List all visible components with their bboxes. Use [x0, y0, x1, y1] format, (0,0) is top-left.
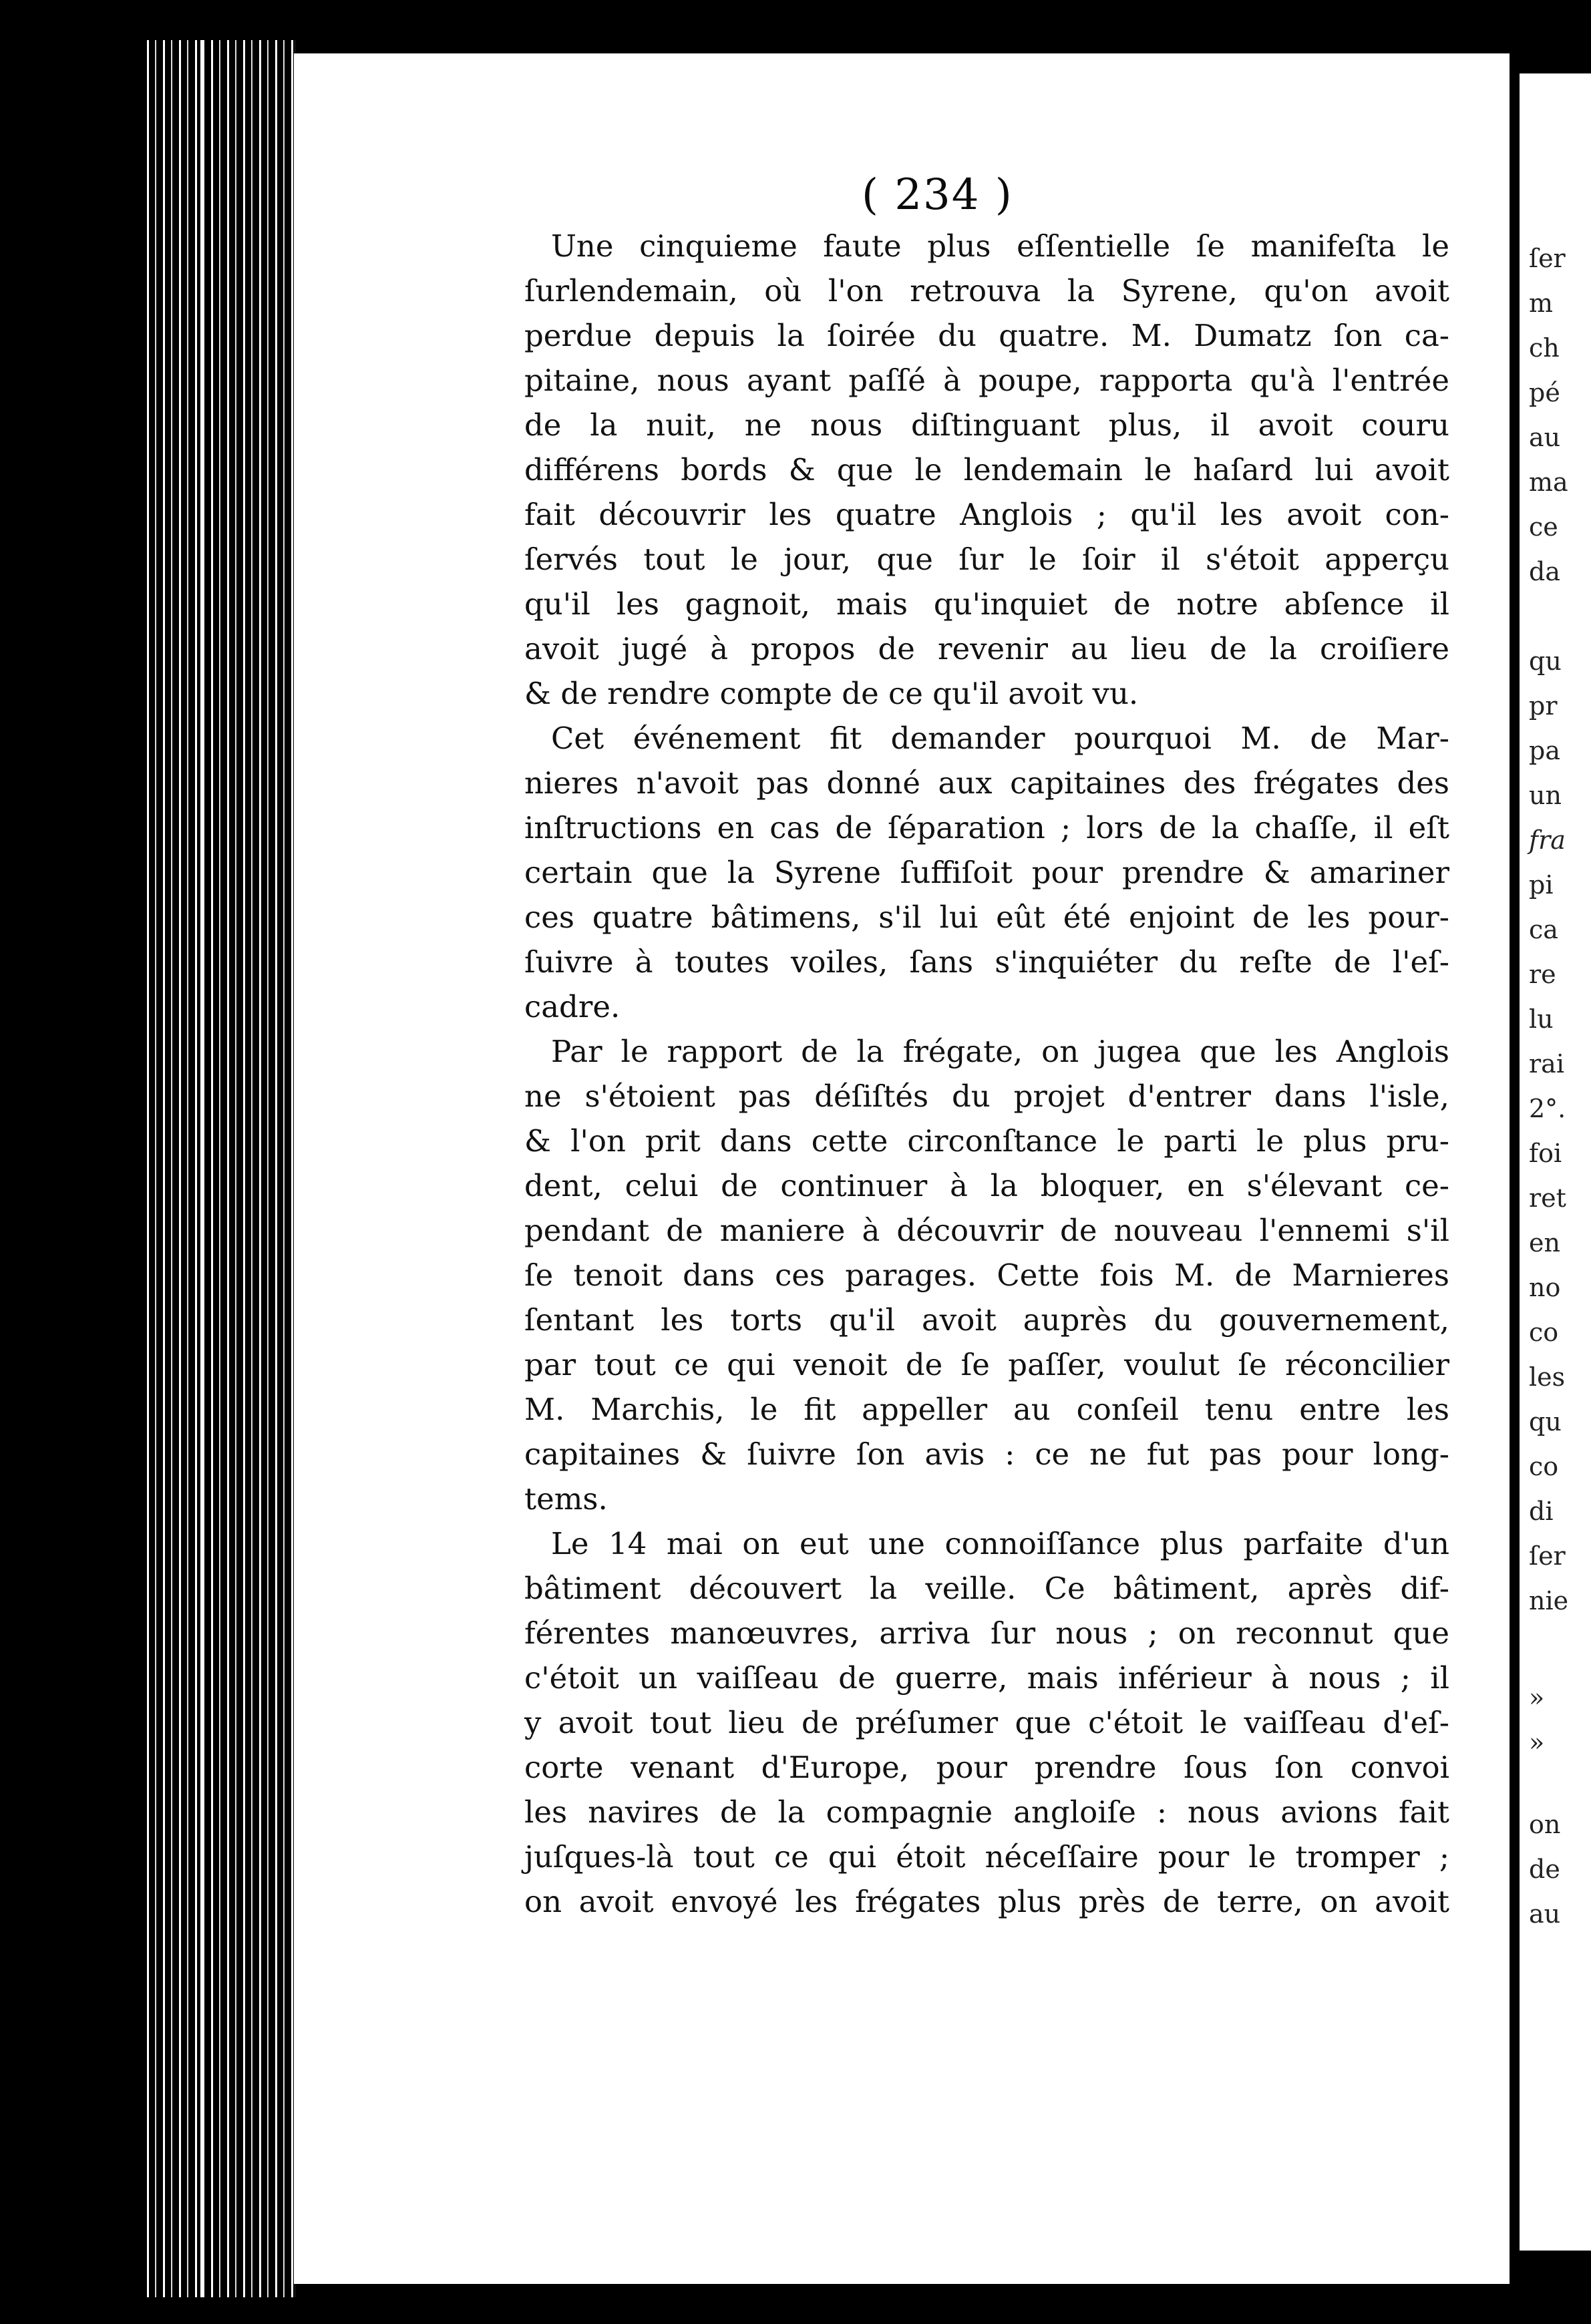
facing-fragment: de	[1529, 1855, 1560, 1884]
facing-fragment: au	[1529, 1899, 1561, 1929]
facing-fragment: pé	[1529, 378, 1560, 407]
text-line: ſe tenoit dans ces parages. Cette fois M. de Marnieres	[524, 1257, 1449, 1293]
text-line: corte venant d'Europe, pour prendre ſous ſon convoi	[524, 1750, 1449, 1785]
text-line: férentes manœuvres, arriva ſur nous ; on reconnut que	[524, 1615, 1449, 1651]
facing-fragment: »	[1529, 1728, 1545, 1757]
facing-fragment: ce	[1529, 512, 1558, 542]
text-line: fait découvrir les quatre Anglois ; qu'il les avoit con-	[524, 497, 1449, 532]
text-line: capitaines & ſuivre ſon avis : ce ne fut pas pour long-	[524, 1436, 1449, 1472]
facing-fragment: re	[1529, 960, 1556, 989]
text-line: & de rendre compte de ce qu'il avoit vu.	[524, 676, 1139, 711]
text-line: nieres n'avoit pas donné aux capitaines des frégates des	[524, 765, 1449, 801]
text-line: de la nuit, ne nous diſtinguant plus, il avoit couru	[524, 407, 1449, 443]
facing-fragment: ſer	[1529, 244, 1566, 273]
facing-fragment: foi	[1529, 1139, 1562, 1168]
text-line: bâtiment découvert la veille. Ce bâtiment, après dif-	[524, 1571, 1449, 1606]
facing-fragment: fra	[1529, 825, 1566, 855]
text-line: Cet événement fit demander pourquoi M. de Mar-	[551, 721, 1449, 756]
text-line: ſurlendemain, où l'on retrouva la Syrene, qu'on avoit	[524, 273, 1449, 309]
text-line: tems.	[524, 1481, 608, 1517]
facing-fragment: ma	[1529, 467, 1568, 497]
text-line: ſentant les torts qu'il avoit auprès du gouvernement,	[524, 1302, 1449, 1338]
facing-fragment: les	[1529, 1362, 1566, 1392]
facing-fragment: pa	[1529, 736, 1560, 765]
facing-fragment: rai	[1529, 1049, 1564, 1079]
text-line: pitaine, nous ayant paſſé à poupe, rapporta qu'à l'entrée	[524, 363, 1449, 398]
facing-fragment: ch	[1529, 333, 1560, 363]
text-line: ne s'étoient pas déſiſtés du projet d'entrer dans l'isle,	[524, 1079, 1449, 1114]
text-line: avoit jugé à propos de revenir au lieu de la croiſiere	[524, 631, 1449, 666]
text-line: y avoit tout lieu de préſumer que c'étoit le vaiſſeau d'eſ-	[524, 1705, 1449, 1740]
page-edges	[140, 40, 296, 2297]
paragraph-3	[524, 1029, 1449, 1521]
facing-fragment: di	[1529, 1497, 1554, 1526]
body-text	[524, 224, 1449, 1924]
facing-fragment: ſer	[1529, 1541, 1566, 1571]
text-line: les navires de la compagnie angloiſe : nous avions fait	[524, 1794, 1449, 1830]
facing-fragment: ca	[1529, 915, 1558, 944]
paragraph-4	[524, 1521, 1449, 1924]
facing-fragment: nie	[1529, 1586, 1569, 1615]
text-line: différens bords & que le lendemain le haſard lui avoit	[524, 452, 1449, 488]
facing-fragment: au	[1529, 423, 1561, 452]
text-line: par tout ce qui venoit de ſe paſſer, voulut ſe réconcilier	[524, 1347, 1449, 1382]
facing-fragment: lu	[1529, 1004, 1554, 1034]
paragraph-2	[524, 716, 1449, 1029]
page-edge-highlight	[200, 40, 204, 2297]
text-line: certain que la Syrene ſuffiſoit pour prendre & amariner	[524, 855, 1449, 890]
text-line: Par le rapport de la frégate, on jugea que les Anglois	[551, 1034, 1449, 1069]
spine-gutter	[1511, 0, 1520, 2324]
text-line: ſervés tout le jour, que ſur le ſoir il s'étoit apperçu	[524, 542, 1449, 577]
text-line: M. Marchis, le fit appeller au conſeil tenu entre les	[524, 1392, 1449, 1427]
facing-fragment: pr	[1529, 691, 1558, 721]
text-line: & l'on prit dans cette circonſtance le parti le plus pru-	[524, 1123, 1449, 1159]
facing-fragment: ret	[1529, 1183, 1566, 1213]
facing-fragment: pi	[1529, 870, 1554, 900]
facing-fragment: co	[1529, 1452, 1559, 1481]
facing-fragment: 2°.	[1529, 1094, 1566, 1123]
text-line: Une cinquieme faute plus eſſentielle ſe manifeſta le	[551, 228, 1449, 264]
facing-fragment: da	[1529, 557, 1560, 586]
text-line: perdue depuis la ſoirée du quatre. M. Dumatz ſon ca-	[524, 318, 1449, 353]
facing-fragment: en	[1529, 1228, 1560, 1257]
facing-page-strip	[1520, 73, 1591, 2251]
facing-fragment: co	[1529, 1318, 1559, 1347]
facing-fragment: no	[1529, 1273, 1561, 1302]
facing-fragment: on	[1529, 1810, 1561, 1839]
text-line: Le 14 mai on eut une connoiſſance plus parfaite d'un	[551, 1526, 1449, 1561]
page-number: ( 234 )	[862, 170, 1013, 220]
text-line: dent, celui de continuer à la bloquer, en s'élevant ce-	[524, 1168, 1449, 1203]
paragraph-1	[524, 224, 1449, 716]
facing-fragment: m	[1529, 288, 1554, 318]
facing-fragment: qu	[1529, 646, 1562, 676]
text-line: inſtructions en cas de ſéparation ; lors de la chaſſe, il eſt	[524, 810, 1449, 845]
text-line: juſques-là tout ce qui étoit néceſſaire pour le tromper ;	[524, 1839, 1449, 1875]
facing-fragment: un	[1529, 781, 1562, 810]
facing-fragment: qu	[1529, 1407, 1562, 1436]
text-line: qu'il les gagnoit, mais qu'inquiet de notre abſence il	[524, 586, 1449, 622]
text-line: cadre.	[524, 989, 621, 1024]
text-line: c'étoit un vaiſſeau de guerre, mais inférieur à nous ; il	[524, 1660, 1449, 1696]
text-line: on avoit envoyé les frégates plus près de terre, on avoit	[524, 1884, 1449, 1919]
text-line: pendant de maniere à découvrir de nouveau l'ennemi s'il	[524, 1213, 1449, 1248]
facing-fragment: »	[1529, 1683, 1545, 1712]
text-line: ſuivre à toutes voiles, ſans s'inquiéter du reſte de l'eſ-	[524, 944, 1449, 980]
text-line: ces quatre bâtimens, s'il lui eût été enjoint de les pour-	[524, 900, 1449, 935]
